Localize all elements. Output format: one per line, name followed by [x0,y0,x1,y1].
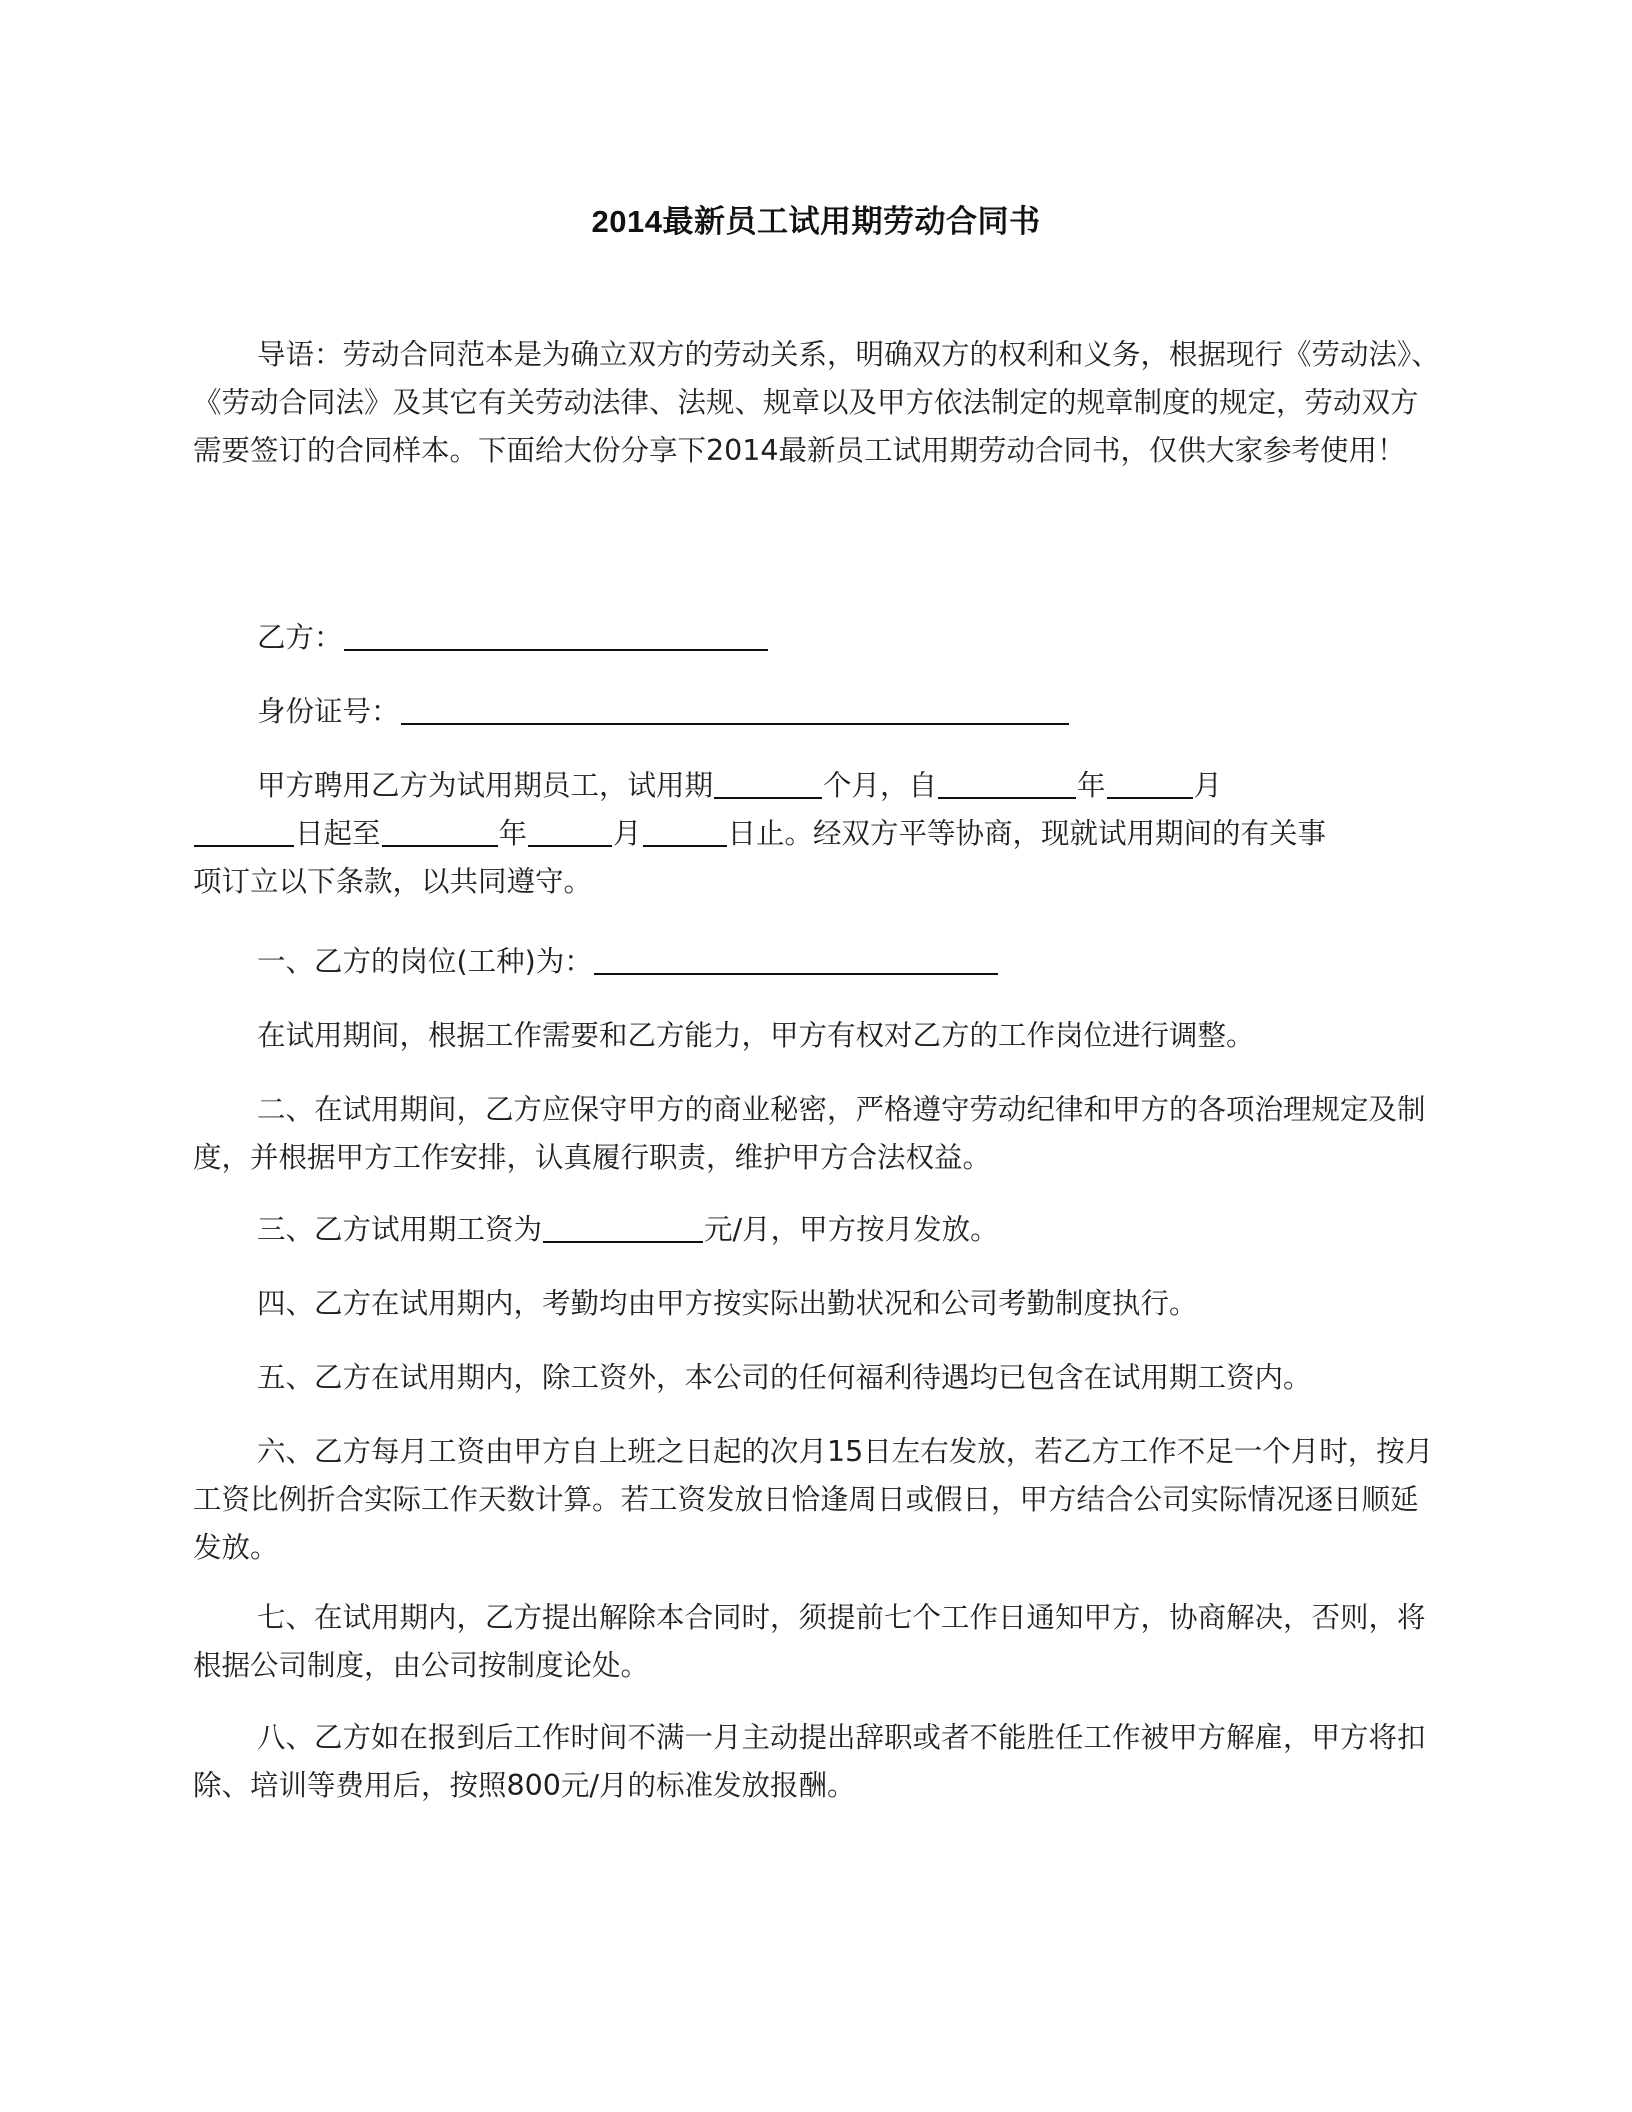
probation-months-blank[interactable] [714,767,822,799]
clause-6: 六、乙方每月工资由甲方自上班之日起的次月15日左右发放，若乙方工作不足一个月时，按月工资比例折合实际工作天数计算。若工资发放日恰逢周日或假日，甲方结合公司实际情况逐日顺延发放。 [193,1435,1434,1564]
intro-paragraph: 导语：劳动合同范本是为确立双方的劳动关系，明确双方的权利和义务，根据现行《劳动法》、《劳动合同法》及其它有关劳动法律、法规、规章以及甲方依法制定的规章制度的规定，劳动双方需要签订的合同样本。下面给大份分享下2014最新员工试用期劳动合同书，仅供大家参考使用！ [193,338,1440,467]
end-day-blank[interactable] [643,815,727,847]
probation-paragraph [193,762,1441,906]
clause-3-after: 元/月，甲方按月发放。 [704,1213,999,1246]
end-year-blank[interactable] [382,815,498,847]
probation-text-3: 年 [1077,769,1106,802]
clause-2: 二、在试用期间，乙方应保守甲方的商业秘密，严格遵守劳动纪律和甲方的各项治理规定及制度，并根据甲方工作安排，认真履行职责，维护甲方合法权益。 [193,1093,1426,1174]
probation-text-7: 月 [613,817,642,850]
clause-8: 八、乙方如在报到后工作时间不满一月主动提出辞职或者不能胜任工作被甲方解雇，甲方将扣除、培训等费用后，按照800元/月的标准发放报酬。 [193,1721,1426,1802]
document-title: 2014最新员工试用期劳动合同书 [591,204,1041,239]
probation-text-4: 月 [1193,769,1223,802]
clause-4: 四、乙方在试用期内，考勤均由甲方按实际出勤状况和公司考勤制度执行。 [257,1287,1198,1320]
probation-line-1 [193,762,1441,810]
salary-blank[interactable] [543,1211,703,1243]
clause-3-before: 三、乙方试用期工资为 [257,1213,543,1246]
position-blank[interactable] [594,943,998,975]
id-number-blank[interactable] [401,693,1069,725]
start-month-blank[interactable] [1107,767,1193,799]
clause-5: 五、乙方在试用期内，除工资外，本公司的任何福利待遇均已包含在试用期工资内。 [257,1361,1312,1394]
probation-text-9: 项订立以下条款，以共同遵守。 [193,865,593,898]
clause-7: 七、在试用期内，乙方提出解除本合同时，须提前七个工作日通知甲方，协商解决，否则，将根据公司制度，由公司按制度论处。 [193,1601,1426,1682]
start-year-blank[interactable] [938,767,1076,799]
party-b-blank[interactable] [344,619,768,651]
start-day-blank[interactable] [194,815,294,847]
probation-line-3 [193,858,1441,906]
end-month-blank[interactable] [528,815,612,847]
probation-text-2: 个月，自 [823,769,938,802]
probation-text-5: 日起至 [295,817,381,850]
party-b-line [193,614,1441,662]
clause-1-label: 一、乙方的岗位(工种)为： [257,945,593,978]
clause-3-line [193,1206,1441,1254]
clause-1-note: 在试用期间，根据工作需要和乙方能力，甲方有权对乙方的工作岗位进行调整。 [257,1019,1255,1052]
party-b-label: 乙方： [257,621,343,654]
probation-text-8: 日止。经双方平等协商，现就试用期间的有关事 [727,817,1327,850]
probation-line-2 [193,810,1441,858]
probation-text-6: 年 [498,817,528,850]
clause-1-line [193,938,1441,986]
probation-text-1: 甲方聘用乙方为试用期员工，试用期 [257,769,714,802]
id-number-line [193,688,1441,736]
id-number-label: 身份证号： [257,695,400,728]
